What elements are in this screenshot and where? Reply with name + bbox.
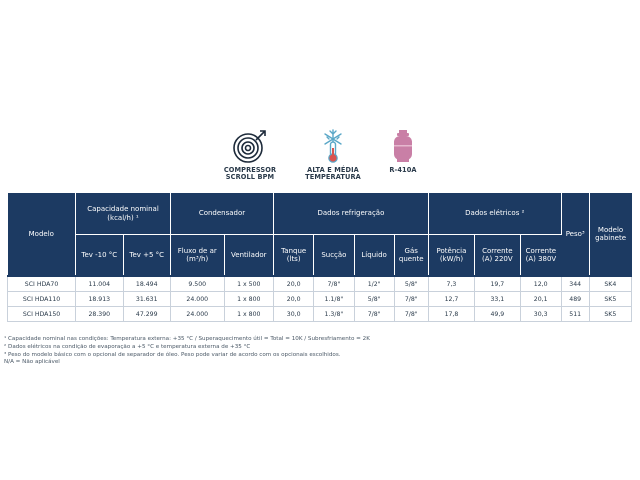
cell-gas-quente: 7/8" xyxy=(394,307,428,322)
feature-temperature-label-2: TEMPERATURA xyxy=(305,173,361,182)
cell-liquido: 5/8" xyxy=(354,292,394,307)
subheader-ventilador: Ventilador xyxy=(224,235,274,277)
cell-peso: 489 xyxy=(561,292,589,307)
footnote-na: N/A = Não aplicável xyxy=(4,359,60,366)
feature-compressor-label-2: SCROLL BPM xyxy=(225,173,275,182)
cell-gabinete: SK4 xyxy=(589,276,631,292)
footnote-weight: ³ Peso do modelo básico com o opcional de separador de óleo. Peso pode variar de acordo com os opcionais escolhidos. xyxy=(4,351,341,358)
cell-tanque: 20,0 xyxy=(274,276,314,292)
cell-modelo: SCI HDA70 xyxy=(8,276,76,292)
cell-liquido: 1/2" xyxy=(354,276,394,292)
feature-refrigerant xyxy=(358,128,448,174)
cell-tanque: 30,0 xyxy=(274,307,314,322)
table-row xyxy=(8,276,632,292)
cell-peso: 511 xyxy=(561,307,589,322)
cell-corrente-380: 12,0 xyxy=(520,276,561,292)
cell-tev-m10: 28.390 xyxy=(76,307,123,322)
subheader-succao: Sucção xyxy=(314,235,354,277)
cell-succao: 7/8" xyxy=(314,276,354,292)
header-gabinete: Modelo gabinete xyxy=(589,193,631,276)
feature-compressor-label-1: COMPRESSOR xyxy=(223,166,277,174)
footnote-capacity: ¹ Capacidade nominal nas condições: Temperatura externa: +35 °C / Superaquecimento útil = Total = 10K / Subresfriamento = 2K xyxy=(4,336,370,342)
cell-ventilador: 1 x 800 xyxy=(224,292,274,307)
feature-refrigerant-label: R-410A xyxy=(389,166,417,174)
header-capacidade: Capacidade nominal (kcal/h) ¹ xyxy=(76,193,171,235)
cell-potencia: 7,3 xyxy=(428,276,474,292)
feature-compressor xyxy=(205,128,295,181)
subheader-tev-p5: Tev +5 °C xyxy=(123,235,170,277)
header-peso: Peso³ xyxy=(561,193,589,276)
header-eletricos: Dados elétricos ² xyxy=(428,193,561,235)
subheader-gas-quente: Gás quente xyxy=(394,235,428,277)
feature-temperature-label-1: ALTA E MÉDIA xyxy=(307,166,359,174)
gas-cylinder-icon xyxy=(358,128,448,164)
cell-ventilador: 1 x 500 xyxy=(224,276,274,292)
cell-fluxo-ar: 24.000 xyxy=(170,292,224,307)
compressor-scroll-icon xyxy=(205,128,295,164)
subheader-tanque: Tanque (lts) xyxy=(274,235,314,277)
cell-corrente-220: 33,1 xyxy=(475,292,520,307)
cell-gas-quente: 5/8" xyxy=(394,276,428,292)
table-row xyxy=(8,307,632,322)
subheader-corrente-380: Corrente (A) 380V xyxy=(520,235,561,277)
cell-gabinete: SK5 xyxy=(589,307,631,322)
footnotes xyxy=(4,336,370,367)
subheader-corrente-220: Corrente (A) 220V xyxy=(475,235,520,277)
cell-modelo: SCI HDA110 xyxy=(8,292,76,307)
table-body xyxy=(8,276,632,322)
cell-corrente-220: 19,7 xyxy=(475,276,520,292)
cell-liquido: 7/8" xyxy=(354,307,394,322)
header-condensador: Condensador xyxy=(170,193,273,235)
cell-gabinete: SK5 xyxy=(589,292,631,307)
footnote-electrical: ² Dados elétricos na condição de evaporação a +5 °C e temperatura externa de +35 °C xyxy=(4,343,251,350)
cell-gas-quente: 7/8" xyxy=(394,292,428,307)
cell-succao: 1.3/8" xyxy=(314,307,354,322)
subheader-fluxo-ar: Fluxo de ar (m³/h) xyxy=(170,235,224,277)
cell-fluxo-ar: 24.000 xyxy=(170,307,224,322)
cell-peso: 344 xyxy=(561,276,589,292)
cell-tev-p5: 47.299 xyxy=(123,307,170,322)
table-row xyxy=(8,292,632,307)
cell-modelo: SCI HDA150 xyxy=(8,307,76,322)
specification-table xyxy=(7,193,632,322)
subheader-liquido: Líquido xyxy=(354,235,394,277)
cell-corrente-220: 49,9 xyxy=(475,307,520,322)
cell-ventilador: 1 x 800 xyxy=(224,307,274,322)
cell-potencia: 12,7 xyxy=(428,292,474,307)
cell-tanque: 20,0 xyxy=(274,292,314,307)
cell-fluxo-ar: 9.500 xyxy=(170,276,224,292)
header-modelo: Modelo xyxy=(8,193,76,276)
cell-corrente-380: 20,1 xyxy=(520,292,561,307)
cell-tev-m10: 18.913 xyxy=(76,292,123,307)
header-refrigeracao: Dados refrigeração xyxy=(274,193,429,235)
cell-tev-p5: 18.494 xyxy=(123,276,170,292)
subheader-potencia: Potência (kW/h) xyxy=(428,235,474,277)
subheader-tev-m10: Tev -10 °C xyxy=(76,235,123,277)
cell-tev-m10: 11.004 xyxy=(76,276,123,292)
cell-corrente-380: 30,3 xyxy=(520,307,561,322)
cell-potencia: 17,8 xyxy=(428,307,474,322)
cell-succao: 1.1/8" xyxy=(314,292,354,307)
features-strip xyxy=(0,128,640,188)
cell-tev-p5: 31.631 xyxy=(123,292,170,307)
